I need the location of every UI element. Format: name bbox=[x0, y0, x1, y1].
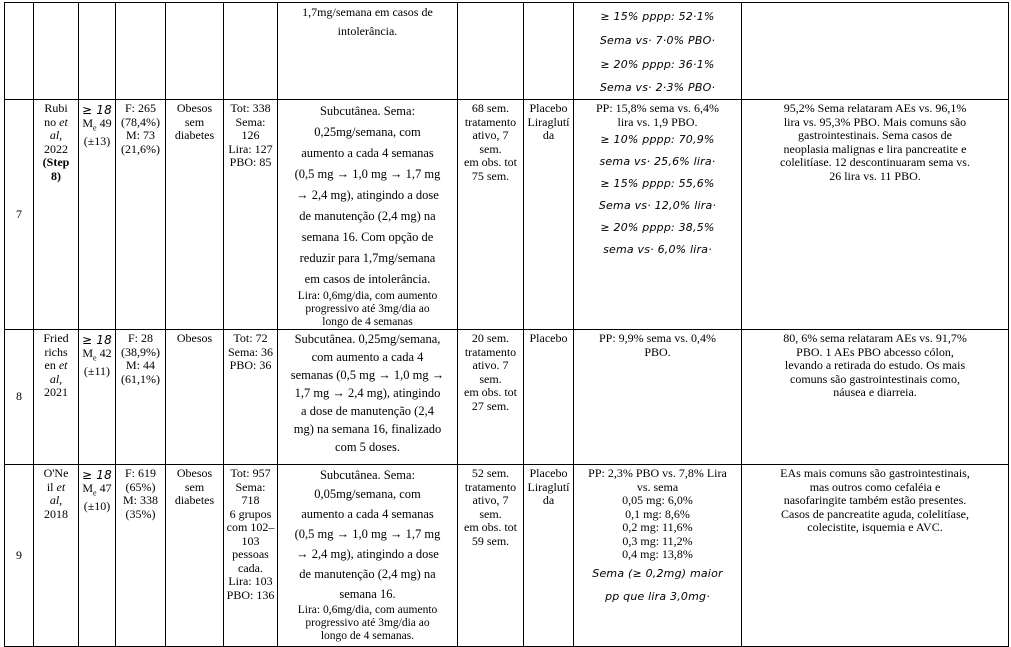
sex-line: (21,6%) bbox=[121, 141, 160, 156]
duration-cell bbox=[458, 465, 524, 647]
sex-line: F: 28 bbox=[127, 331, 153, 345]
age-min: ≥ 18 bbox=[82, 333, 112, 347]
intervention-line: de manutenção (2,4 mg) na bbox=[299, 567, 436, 581]
results-cell bbox=[574, 100, 742, 330]
results-line: 0,2 mg: 11,6% bbox=[622, 520, 693, 534]
sex-line: (35%) bbox=[125, 506, 156, 521]
intervention-line: aumento a cada 4 semanas bbox=[301, 146, 434, 160]
results-hand-line: sema vs· 6,0% lira· bbox=[603, 243, 712, 256]
population-line: diabetes bbox=[174, 128, 215, 142]
duration-line: 20 sem. bbox=[471, 331, 510, 345]
sample-line: Sema: bbox=[235, 479, 266, 494]
sample-line: 718 bbox=[241, 493, 260, 507]
sample-cell bbox=[224, 3, 278, 100]
population-line: Obesos bbox=[176, 101, 213, 115]
duration-cell bbox=[458, 3, 524, 100]
intervention-line: longo de 4 semanas. bbox=[320, 630, 415, 642]
intervention-line: semana 16. bbox=[339, 587, 396, 601]
results-cell bbox=[574, 465, 742, 647]
comparator-cell bbox=[524, 465, 574, 647]
results-hand-line: Sema vs· 2·3% PBO· bbox=[599, 81, 716, 94]
study-cell bbox=[34, 100, 79, 330]
duration-line: 75 sem. bbox=[471, 168, 510, 183]
adverse-line: levando a retirada do estudo. Os mais bbox=[784, 358, 966, 372]
results-line: PP: 9,9% sema vs. 0,4% bbox=[599, 331, 716, 345]
comparator-line: da bbox=[542, 493, 555, 507]
comparator-cell bbox=[524, 330, 574, 465]
duration-line: 59 sem. bbox=[471, 533, 510, 548]
results-line: PBO. bbox=[644, 344, 671, 359]
sample-line: PBO: 136 bbox=[226, 587, 275, 602]
results-hand-line: ≥ 15% pppp: 52·1% bbox=[600, 10, 715, 23]
results-hand-line: Sema vs· 12,0% lira· bbox=[598, 199, 717, 212]
age-min: ≥ 18 bbox=[82, 103, 112, 117]
sample-line: 126 bbox=[241, 128, 260, 142]
intervention-line: 0,25mg/semana, com bbox=[314, 125, 421, 139]
results-line: 0,1 mg: 8,6% bbox=[625, 506, 690, 521]
adverse-line: EAs mais comuns são gastrointestinais, bbox=[780, 466, 970, 480]
study-line: 2021 bbox=[44, 385, 68, 399]
adverse-line: colelitíase. 12 descontinuaram sema vs. bbox=[780, 155, 970, 169]
adverse-line: PBO. 1 AEs PBO abcesso cólon, bbox=[796, 344, 954, 359]
duration-line: 52 sem. bbox=[471, 466, 510, 480]
population-cell bbox=[166, 100, 224, 330]
study-line: al, bbox=[49, 493, 63, 507]
adverse-events-cell bbox=[742, 465, 1009, 647]
sample-line: Sema: bbox=[235, 114, 266, 129]
study-line: en et bbox=[44, 358, 68, 372]
sample-line: com 102– bbox=[226, 520, 275, 534]
study-line: richs bbox=[44, 344, 68, 359]
duration-line: em obs. tot bbox=[464, 385, 517, 399]
intervention-line: 0,05mg/semana, com bbox=[314, 487, 421, 501]
study-cell bbox=[34, 3, 79, 100]
row-number: 9 bbox=[5, 465, 34, 647]
table-row bbox=[5, 465, 1009, 647]
sample-line: Tot: 338 bbox=[230, 101, 271, 115]
sample-line: Tot: 72 bbox=[233, 331, 268, 345]
adverse-line: lira vs. 95,3% PBO. Mais comuns são bbox=[783, 114, 967, 129]
intervention-line: mg) na semana 16, finalizado bbox=[293, 422, 442, 436]
adverse-line: colecistite, isquemia e AVC. bbox=[807, 520, 943, 534]
duration-cell bbox=[458, 100, 524, 330]
age-min: ≥ 18 bbox=[82, 468, 112, 482]
sample-line: Lira: 127 bbox=[228, 141, 273, 156]
sex-line: (78,4%) bbox=[121, 114, 160, 129]
intervention-line: progressivo até 3mg/dia ao bbox=[305, 617, 430, 629]
adverse-line: mas outros como cefaléia e bbox=[809, 479, 941, 494]
intervention-line: com aumento a cada 4 bbox=[311, 350, 424, 364]
sample-line: pessoas bbox=[232, 547, 269, 561]
intervention-line: 1,7mg/semana em casos de bbox=[302, 5, 433, 19]
sample-cell bbox=[224, 330, 278, 465]
population-line: Obesos bbox=[176, 466, 213, 480]
study-line: 2018 bbox=[44, 506, 68, 521]
sample-line: 103 bbox=[241, 533, 260, 548]
adverse-line: Casos de pancreatite aguda, colelitíase, bbox=[781, 506, 969, 521]
comparator-line: da bbox=[542, 128, 555, 142]
sample-cell bbox=[224, 100, 278, 330]
study-line: no et bbox=[44, 114, 68, 129]
intervention-line: → 2,4 mg), atingindo a dose bbox=[296, 188, 439, 202]
duration-line: em obs. tot bbox=[464, 520, 517, 534]
intervention-line: 1,7 mg → 2,4 mg), atingindo bbox=[294, 386, 441, 400]
row-number: 8 bbox=[5, 330, 34, 465]
age-mean: $M_e$ 49 bbox=[82, 116, 112, 133]
adverse-events-cell bbox=[742, 3, 1009, 100]
row-number bbox=[5, 3, 34, 100]
comparator-line: Placebo bbox=[529, 466, 568, 480]
sample-line: Sema: 36 bbox=[228, 344, 273, 359]
study-line: (Step bbox=[42, 155, 70, 169]
results-line: vs. sema bbox=[636, 479, 679, 494]
adverse-line: 26 lira vs. 11 PBO. bbox=[829, 168, 921, 183]
sex-line: F: 619 bbox=[124, 466, 156, 480]
adverse-line: gastrointestinais. Sema casos de bbox=[798, 128, 952, 142]
adverse-events-cell bbox=[742, 330, 1009, 465]
adverse-line: nasofaringite também estão presentes. bbox=[783, 493, 967, 507]
age-cell bbox=[79, 100, 116, 330]
intervention-line: aumento a cada 4 semanas bbox=[301, 507, 434, 521]
duration-line: em obs. tot bbox=[464, 155, 517, 169]
sex-line: (65%) bbox=[125, 479, 156, 494]
row-number: 7 bbox=[5, 100, 34, 330]
table-row bbox=[5, 100, 1009, 330]
intervention-line: Subcutânea. 0,25mg/semana, bbox=[294, 332, 441, 346]
adverse-line: 95,2% Sema relataram AEs vs. 96,1% bbox=[783, 101, 967, 115]
population-cell bbox=[166, 330, 224, 465]
age-mean: $M_e$ 47 bbox=[82, 481, 112, 498]
sex-cell bbox=[116, 100, 166, 330]
results-hand-line: ≥ 20% pppp: 36·1% bbox=[600, 58, 715, 71]
results-hand-line: ≥ 15% pppp: 55,6% bbox=[600, 177, 715, 190]
sex-line: M: 73 bbox=[125, 128, 155, 142]
intervention-line: Subcutânea. Sema: bbox=[319, 468, 416, 482]
duration-line: tratamento bbox=[464, 114, 517, 129]
studies-table bbox=[4, 2, 1009, 647]
intervention-line: Lira: 0,6mg/dia, com aumento bbox=[297, 604, 438, 616]
intervention-line: intolerância. bbox=[337, 24, 398, 38]
intervention-line: progressivo até 3mg/dia ao bbox=[305, 303, 430, 315]
intervention-line: → 2,4 mg), atingindo a dose bbox=[296, 547, 439, 561]
sample-cell bbox=[224, 465, 278, 647]
intervention-line: de manutenção (2,4 mg) na bbox=[299, 209, 436, 223]
intervention-line: semanas (0,5 mg → 1,0 mg → bbox=[290, 368, 445, 382]
age-cell bbox=[79, 465, 116, 647]
comparator-line: Placebo bbox=[529, 101, 568, 115]
sample-line: Tot: 957 bbox=[230, 466, 271, 480]
adverse-line: náusea e diarreia. bbox=[833, 385, 917, 399]
intervention-line: semana 16. Com opção de bbox=[301, 230, 434, 244]
results-line: 0,05 mg: 6,0% bbox=[622, 493, 693, 507]
results-hand-line: Sema vs· 7·0% PBO· bbox=[599, 34, 716, 47]
comparator-cell bbox=[524, 3, 574, 100]
sex-line: (61,1%) bbox=[121, 371, 160, 386]
study-line: Fried bbox=[43, 331, 69, 345]
sex-cell bbox=[116, 465, 166, 647]
intervention-line: com 5 doses. bbox=[335, 440, 400, 454]
intervention-cell bbox=[278, 330, 458, 465]
results-line: PP: 15,8% sema vs. 6,4% bbox=[596, 101, 719, 115]
duration-cell bbox=[458, 330, 524, 465]
population-line: Obesos bbox=[176, 331, 213, 345]
study-line: 2022 bbox=[44, 141, 68, 156]
study-line: al, bbox=[49, 128, 63, 142]
intervention-cell bbox=[278, 100, 458, 330]
comparator-line: Liraglutí bbox=[527, 114, 570, 129]
age-sd: (±13) bbox=[83, 133, 111, 148]
sex-cell bbox=[116, 330, 166, 465]
intervention-line: (0,5 mg → 1,0 mg → 1,7 mg bbox=[294, 527, 441, 541]
table-row bbox=[5, 3, 1009, 100]
results-hand-line: ≥ 10% pppp: 70,9% bbox=[600, 133, 715, 146]
sex-cell bbox=[116, 3, 166, 100]
sex-line: (38,9%) bbox=[121, 344, 160, 359]
results-hand-line: pp que lira 3,0mg· bbox=[605, 589, 710, 603]
study-cell bbox=[34, 330, 79, 465]
age-mean: $M_e$ 42 bbox=[82, 346, 112, 363]
results-cell bbox=[574, 330, 742, 465]
duration-line: tratamento bbox=[464, 344, 517, 359]
sample-line: Lira: 103 bbox=[228, 574, 273, 588]
results-line: PP: 2,3% PBO vs. 7,8% Lira bbox=[588, 466, 727, 480]
study-cell bbox=[34, 465, 79, 647]
adverse-events-cell bbox=[742, 100, 1009, 330]
results-line: 0,3 mg: 11,2% bbox=[622, 533, 693, 548]
age-cell bbox=[79, 3, 116, 100]
intervention-line: (0,5 mg → 1,0 mg → 1,7 mg bbox=[294, 167, 441, 181]
intervention-line: reduzir para 1,7mg/semana bbox=[299, 251, 436, 265]
age-cell bbox=[79, 330, 116, 465]
study-line: il et bbox=[46, 479, 66, 494]
age-sd: (±10) bbox=[83, 498, 111, 513]
study-line: al, bbox=[49, 371, 63, 386]
results-hand-line: ≥ 20% pppp: 38,5% bbox=[600, 221, 715, 234]
intervention-line: longo de 4 semanas bbox=[322, 316, 413, 328]
comparator-line: Liraglutí bbox=[527, 479, 570, 494]
study-line: Rubi bbox=[44, 101, 68, 115]
population-line: sem bbox=[184, 479, 205, 494]
sample-line: PBO: 85 bbox=[229, 155, 272, 169]
intervention-line: a dose de manutenção (2,4 bbox=[301, 404, 434, 418]
table-row bbox=[5, 330, 1009, 465]
intervention-cell bbox=[278, 3, 458, 100]
results-hand-line: Sema (≥ 0,2mg) maior bbox=[592, 566, 723, 580]
population-cell bbox=[166, 3, 224, 100]
comparator-cell bbox=[524, 100, 574, 330]
duration-line: 68 sem. bbox=[471, 101, 510, 115]
duration-line: ativo. 7 sem. bbox=[472, 358, 509, 386]
sample-line: PBO: 36 bbox=[229, 358, 272, 372]
age-sd: (±11) bbox=[83, 363, 111, 378]
sample-line: 6 grupos bbox=[229, 506, 272, 521]
comparator-line: Placebo bbox=[529, 331, 568, 345]
adverse-line: neoplasia malignas e lira pancreatite e bbox=[783, 141, 967, 156]
intervention-line: em casos de intolerância. bbox=[304, 272, 431, 286]
sample-line: cada. bbox=[238, 560, 263, 575]
sex-line: F: 265 bbox=[124, 101, 156, 115]
intervention-line: Subcutânea. Sema: bbox=[319, 104, 416, 118]
population-line: sem bbox=[184, 114, 205, 129]
study-line: 8) bbox=[51, 168, 61, 183]
adverse-line: 80, 6% sema relataram AEs vs. 91,7% bbox=[783, 331, 967, 345]
sex-line: M: 338 bbox=[122, 493, 158, 507]
results-line: lira vs. 1,9 PBO. bbox=[617, 114, 698, 129]
study-line: O'Ne bbox=[43, 466, 69, 480]
intervention-cell bbox=[278, 465, 458, 647]
intervention-line: Lira: 0,6mg/dia, com aumento bbox=[297, 290, 438, 302]
duration-line: ativo, 7 sem. bbox=[472, 493, 509, 521]
population-line: diabetes bbox=[174, 493, 215, 507]
duration-line: 27 sem. bbox=[471, 398, 510, 413]
duration-line: ativo, 7 sem. bbox=[472, 128, 509, 156]
sex-line: M: 44 bbox=[125, 358, 155, 372]
adverse-line: comuns são gastrointestinais como, bbox=[790, 371, 960, 386]
results-line: 0,4 mg: 13,8% bbox=[622, 547, 693, 561]
results-hand-line: sema vs· 25,6% lira· bbox=[599, 155, 716, 168]
duration-line: tratamento bbox=[464, 479, 517, 494]
population-cell bbox=[166, 465, 224, 647]
results-cell bbox=[574, 3, 742, 100]
